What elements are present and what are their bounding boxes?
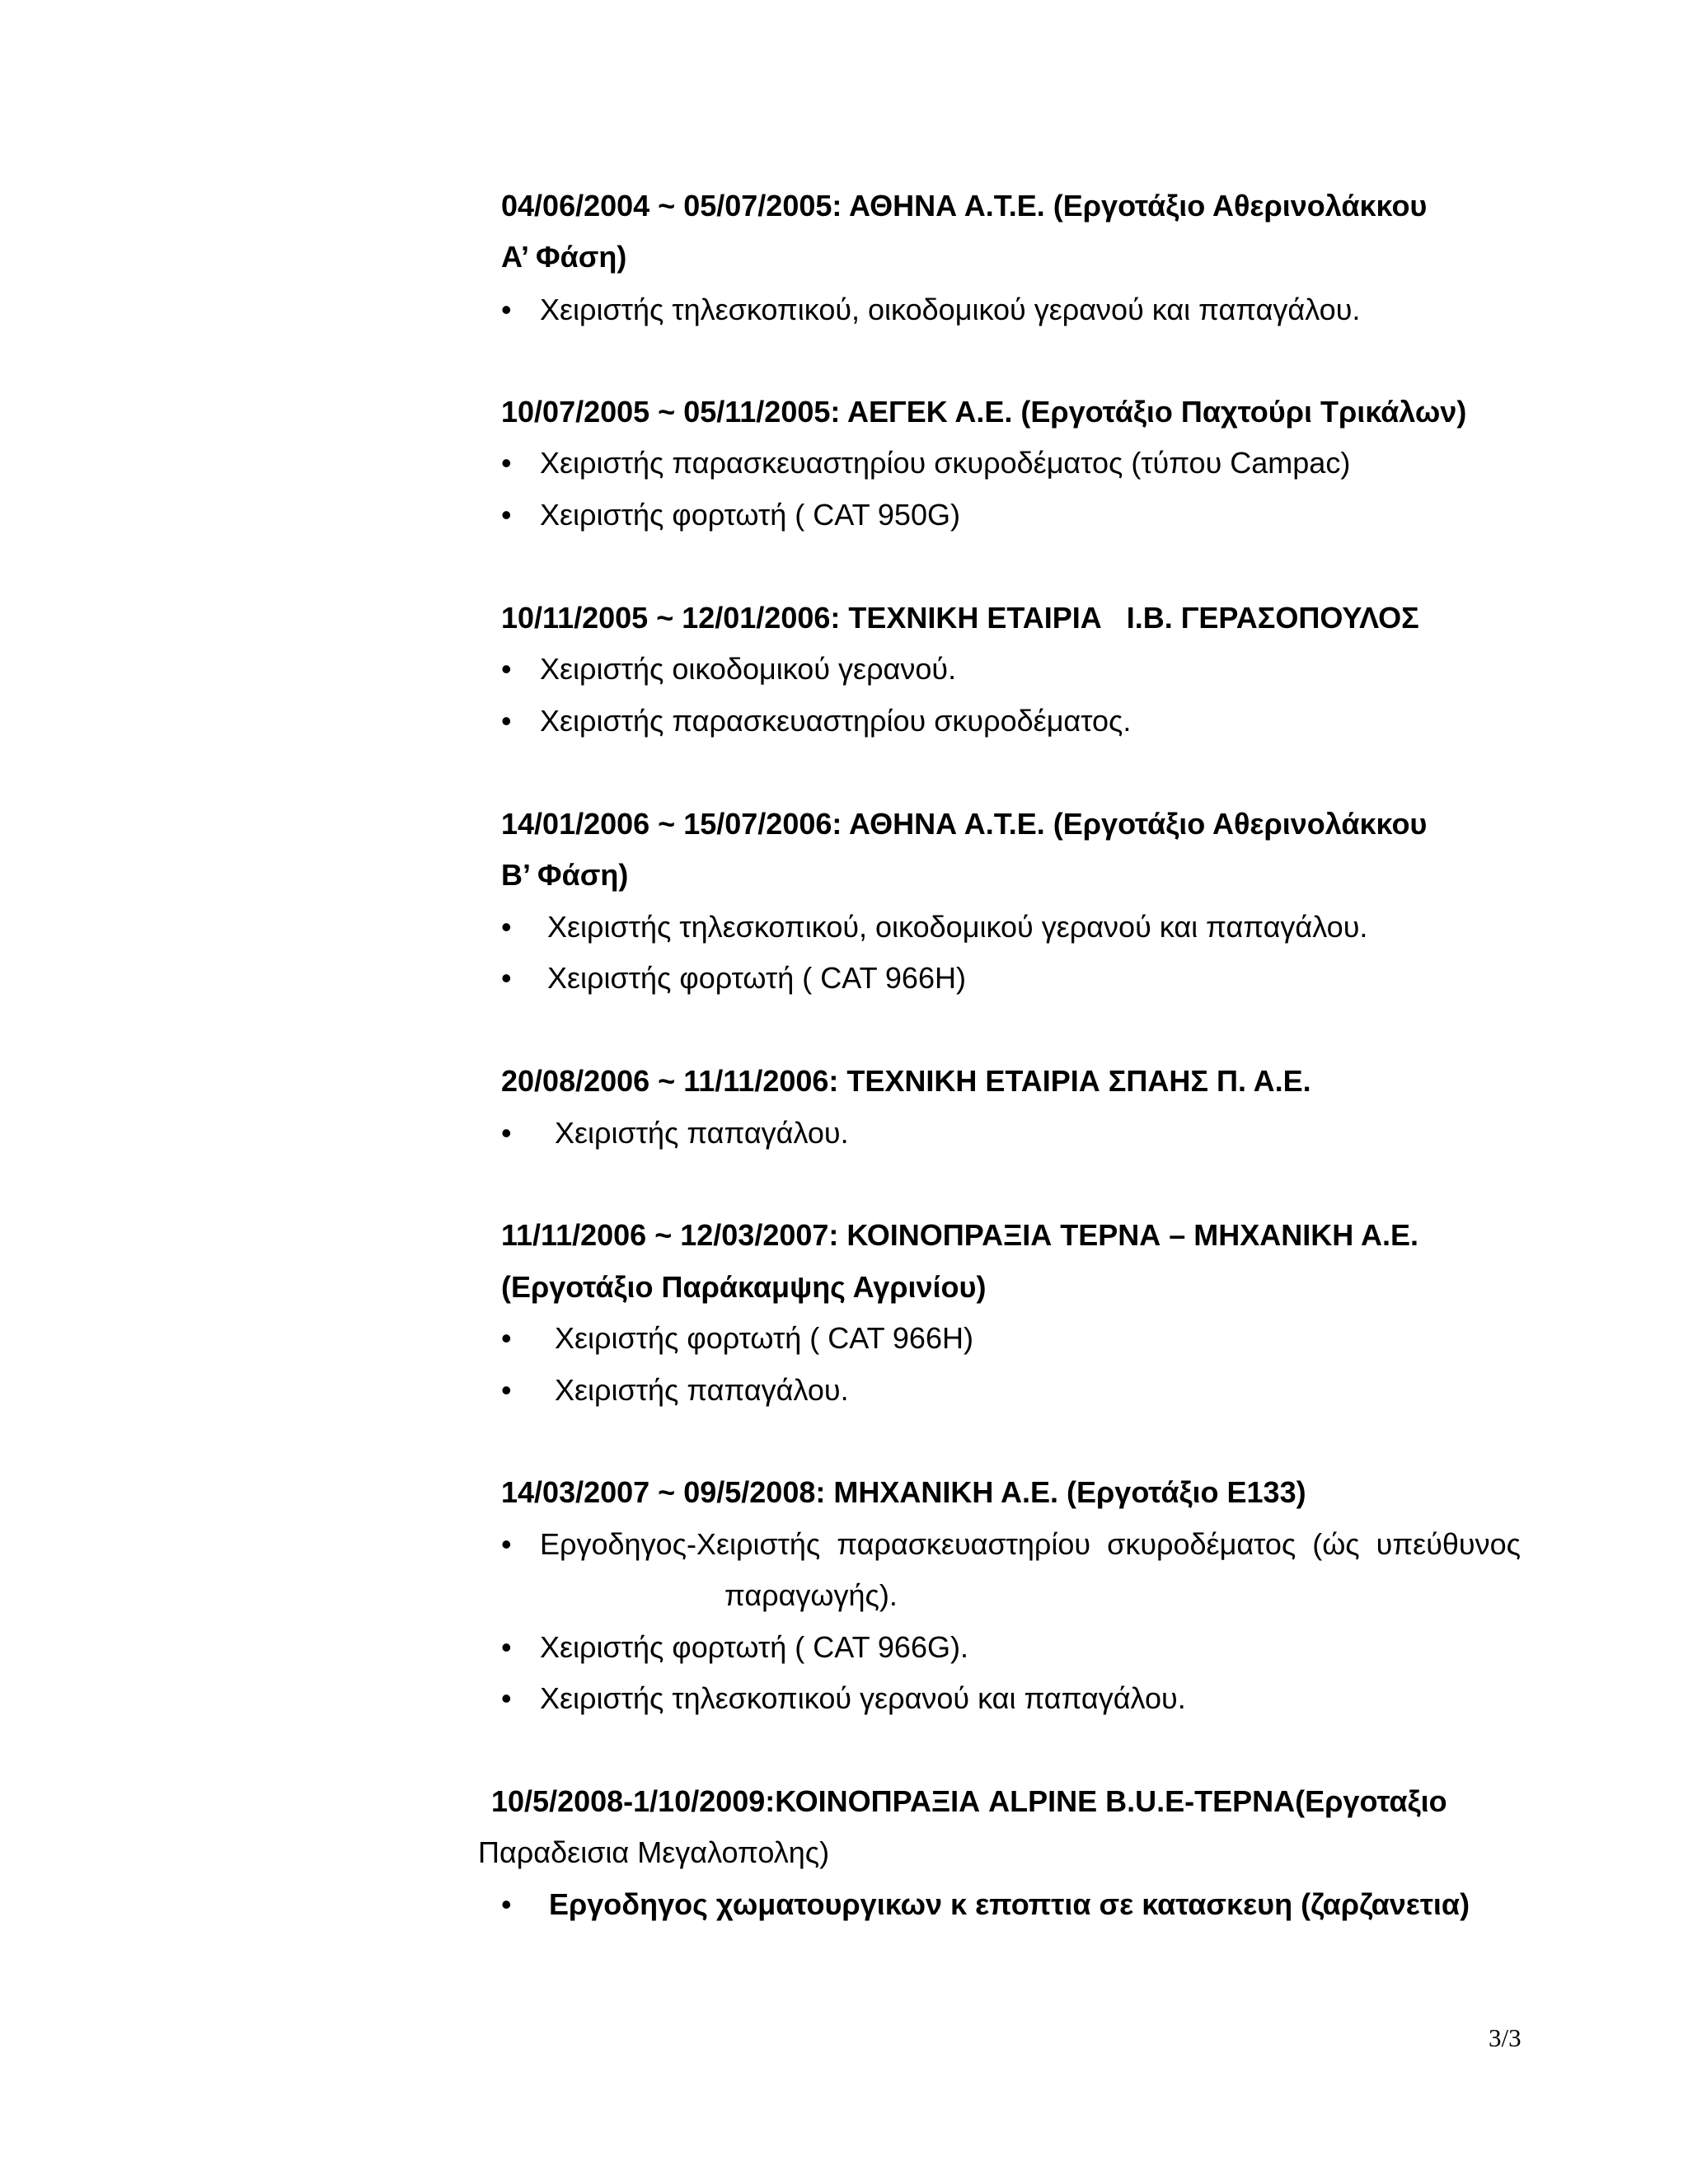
bullet-icon: •	[501, 498, 512, 532]
list-item: Χειριστής παπαγάλου.	[555, 1373, 849, 1407]
entry-heading: 10/07/2005 ~ 05/11/2005: ΑΕΓΕΚ Α.Ε. (Εργοτάξιο Παχτούρι Τρικάλων)	[501, 395, 1467, 429]
bullet-icon: •	[501, 1630, 512, 1664]
bullet-icon: •	[501, 1681, 512, 1715]
page-number: 3/3	[1489, 2023, 1522, 2052]
entry-heading: 04/06/2004 ~ 05/07/2005: ΑΘΗΝΑ Α.Τ.Ε. (Εργοτάξιο Αθερινολάκκου	[501, 189, 1428, 223]
list-item: Χειριστής τηλεσκοπικού γερανού και παπαγάλου.	[540, 1681, 1186, 1715]
bullet-icon: •	[501, 293, 512, 326]
entry-heading-continued: (Εργοτάξιο Παράκαμψης Αγρινίου)	[501, 1270, 987, 1304]
bullet-icon: •	[501, 961, 512, 995]
entry-heading-continued: Α’ Φάση)	[501, 240, 627, 274]
bullet-icon: •	[501, 1527, 512, 1561]
entry-heading: 10/11/2005 ~ 12/01/2006: ΤΕΧΝΙΚΗ ΕΤΑΙΡΙΑ Ι.Β. ΓΕΡΑΣΟΠΟΥΛΟΣ	[501, 601, 1419, 635]
entry-heading: 20/08/2006 ~ 11/11/2006: ΤΕΧΝΙΚΗ ΕΤΑΙΡΙΑ ΣΠΑΗΣ Π. Α.Ε.	[501, 1064, 1311, 1098]
list-item: Χειριστής φορτωτή ( CAT 966H)	[555, 1321, 973, 1355]
bullet-icon: •	[501, 446, 512, 480]
bullet-icon: •	[501, 910, 512, 944]
list-item: Χειριστής οικοδομικού γερανού.	[540, 652, 957, 686]
list-item: Χειριστής παπαγάλου.	[555, 1116, 849, 1150]
entry-heading: 14/03/2007 ~ 09/5/2008: ΜΗΧΑΝΙΚΗ Α.Ε. (Εργοτάξιο Ε133)	[501, 1475, 1306, 1509]
bullet-icon: •	[501, 1321, 512, 1355]
bullet-icon: •	[501, 1887, 512, 1921]
list-item: Χειριστής τηλεσκοπικού, οικοδομικού γερανού και παπαγάλου.	[547, 910, 1368, 944]
entry-heading-continued: Β’ Φάση)	[501, 858, 629, 892]
bullet-icon: •	[501, 1373, 512, 1407]
entry-heading: 11/11/2006 ~ 12/03/2007: ΚΟΙΝΟΠΡΑΞΙΑ ΤΕΡΝΑ – ΜΗΧΑΝΙΚΗ Α.Ε.	[501, 1218, 1418, 1252]
list-item: Χειριστής φορτωτή ( CAT 950G)	[540, 498, 960, 532]
list-item: Χειριστής παρασκευαστηρίου σκυροδέματος.	[540, 704, 1132, 738]
entry-heading: 10/5/2008-1/10/2009:ΚΟΙΝΟΠΡΑΞΙΑ ALPINE B.U.E-ΤΕΡΝΑ(Εργοταξιο	[491, 1784, 1447, 1818]
entry-heading: 14/01/2006 ~ 15/07/2006: ΑΘΗΝΑ Α.Τ.Ε. (Εργοτάξιο Αθερινολάκκου	[501, 807, 1428, 841]
entry-heading-continued: Παραδεισια Μεγαλοπολης)	[478, 1835, 830, 1869]
list-item-continued: παραγωγής).	[724, 1578, 898, 1612]
list-item: Χειριστής τηλεσκοπικού, οικοδομικού γερανού και παπαγάλου.	[540, 293, 1361, 326]
bullet-icon: •	[501, 704, 512, 738]
list-item: Εργοδηγος-Χειριστής παρασκευαστηρίου σκυροδέματος (ώς υπεύθυνος	[540, 1527, 1521, 1561]
list-item: Χειριστής φορτωτή ( CAT 966H)	[547, 961, 966, 995]
list-item: Χειριστής παρασκευαστηρίου σκυροδέματος (τύπου Campac)	[540, 446, 1351, 480]
list-item: Χειριστής φορτωτή ( CAT 966G).	[540, 1630, 968, 1664]
bullet-icon: •	[501, 652, 512, 686]
list-item: Εργοδηγος χωματουργικων κ εποπτια σε κατασκευη (ζαρζανετια)	[549, 1887, 1470, 1921]
bullet-icon: •	[501, 1116, 512, 1150]
